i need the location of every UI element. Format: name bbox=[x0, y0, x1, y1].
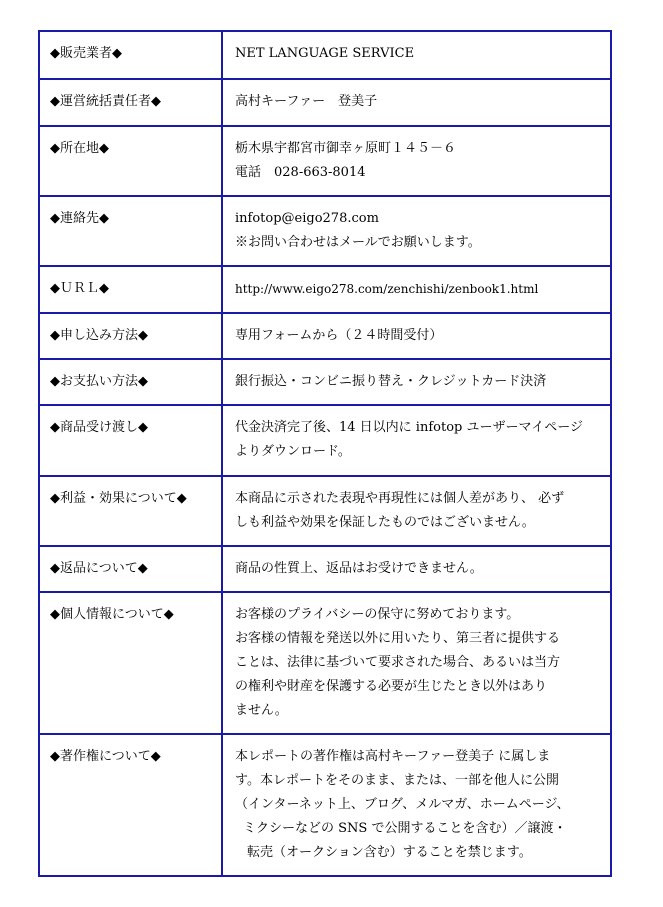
table-row bbox=[39, 79, 611, 126]
row-label: ◆申し込み方法◆ bbox=[39, 313, 222, 359]
row-value bbox=[222, 405, 611, 476]
value-line: お客様のプライバシーの保守に努めております。 bbox=[235, 607, 520, 622]
table-row bbox=[39, 476, 611, 546]
table-row bbox=[39, 546, 611, 592]
table-row bbox=[39, 734, 611, 876]
value-line: 商品の性質上、返品はお受けできません。 bbox=[235, 561, 483, 576]
value-line: ことは、法律に基づいて要求された場合、あるいは当方 bbox=[235, 655, 561, 670]
table-row bbox=[39, 126, 611, 196]
value-line: （インターネット上、ブログ、メルマガ、ホームページ、 bbox=[235, 797, 570, 812]
value-line: 本商品に示された表現や再現性には個人差があり、 必ず bbox=[235, 491, 565, 506]
table-row bbox=[39, 31, 611, 79]
value-line: NET LANGUAGE SERVICE bbox=[235, 46, 415, 61]
value-line: お客様の情報を発送以外に用いたり、第三者に提供する bbox=[235, 631, 561, 646]
row-value bbox=[222, 266, 611, 313]
row-value bbox=[222, 734, 611, 876]
row-value bbox=[222, 126, 611, 196]
table-row bbox=[39, 266, 611, 313]
row-value bbox=[222, 359, 611, 405]
value-line: 銀行振込・コンビニ振り替え・クレジットカード決済 bbox=[235, 374, 547, 389]
value-line: 代金決済完了後、14 日以内に infotop ユーザーマイページ bbox=[235, 420, 583, 435]
value-line: ミクシーなどの SNS で公開することを含む）／譲渡・ bbox=[243, 821, 567, 836]
row-value bbox=[222, 31, 611, 79]
row-value bbox=[222, 196, 611, 266]
value-line: 電話 028-663-8014 bbox=[235, 165, 366, 180]
value-line: ※お問い合わせはメールでお願いします。 bbox=[235, 235, 481, 250]
row-label: ◆個人情報について◆ bbox=[39, 592, 222, 734]
table-row bbox=[39, 359, 611, 405]
row-label: ◆利益・効果について◆ bbox=[39, 476, 222, 546]
table-row bbox=[39, 405, 611, 476]
row-value bbox=[222, 79, 611, 126]
row-label: ◆商品受け渡し◆ bbox=[39, 405, 222, 476]
row-label: ◆ＵＲＬ◆ bbox=[39, 266, 222, 313]
value-line: 本レポートの著作権は高村キーファー登美子 に属しま bbox=[235, 749, 551, 764]
table-row bbox=[39, 196, 611, 266]
row-value bbox=[222, 592, 611, 734]
row-value bbox=[222, 313, 611, 359]
row-label: ◆返品について◆ bbox=[39, 546, 222, 592]
value-line: しも利益や効果を保証したものではございません。 bbox=[235, 515, 535, 530]
value-line: 高村キーファー 登美子 bbox=[235, 94, 378, 109]
row-value bbox=[222, 546, 611, 592]
value-line: 転売（オークション含む）することを禁じます。 bbox=[247, 845, 532, 860]
value-line: の権利や財産を保護する必要が生じたとき以外はあり bbox=[235, 679, 548, 694]
row-label: ◆お支払い方法◆ bbox=[39, 359, 222, 405]
row-label: ◆著作権について◆ bbox=[39, 734, 222, 876]
value-line: 栃木県宇都宮市御幸ヶ原町１４５－６ bbox=[235, 141, 457, 156]
value-line: よりダウンロード。 bbox=[235, 444, 351, 459]
table-row bbox=[39, 313, 611, 359]
row-label: ◆運営統括責任者◆ bbox=[39, 79, 222, 126]
seller-info-table bbox=[38, 30, 612, 877]
row-label: ◆販売業者◆ bbox=[39, 31, 222, 79]
row-value bbox=[222, 476, 611, 546]
table-row bbox=[39, 592, 611, 734]
contact-email: infotop@eigo278.com bbox=[235, 211, 379, 226]
row-label: ◆所在地◆ bbox=[39, 126, 222, 196]
value-line: す。本レポートをそのまま、または、一部を他人に公開 bbox=[235, 773, 559, 788]
site-url: http://www.eigo278.com/zenchishi/zenbook1.html bbox=[235, 282, 539, 296]
value-line: 専用フォームから（２４時間受付） bbox=[235, 328, 443, 343]
value-line: ません。 bbox=[235, 703, 288, 718]
row-label: ◆連絡先◆ bbox=[39, 196, 222, 266]
